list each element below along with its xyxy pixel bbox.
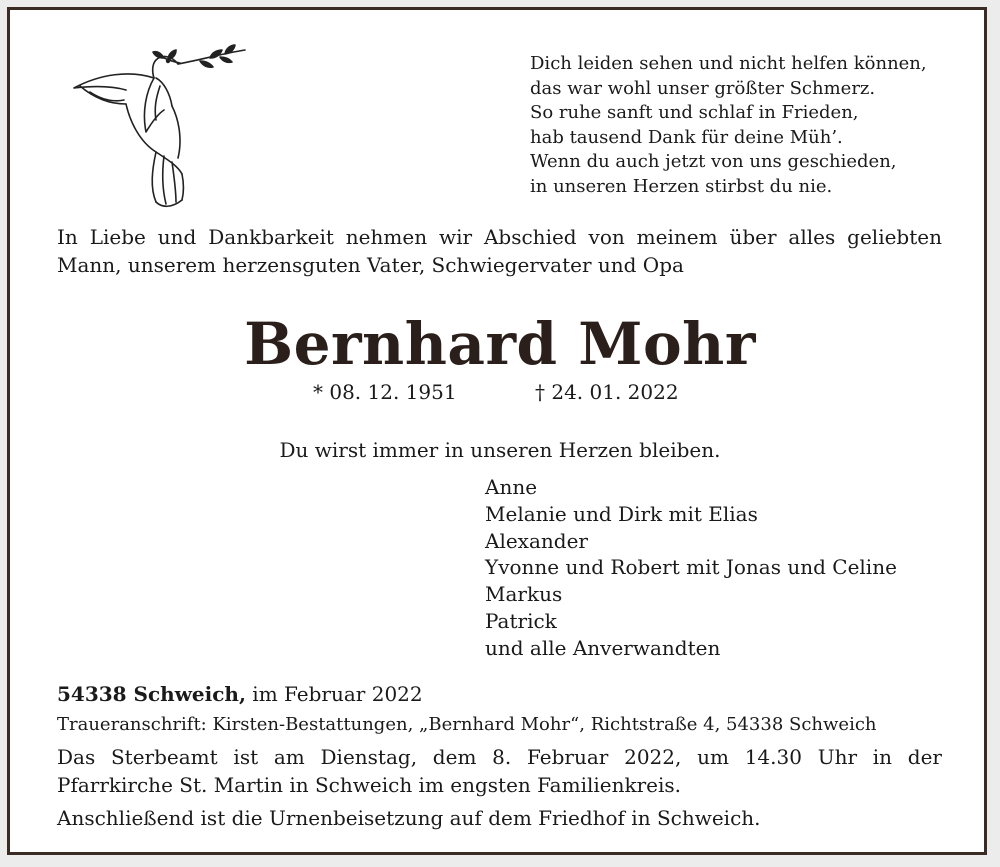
mourner: Melanie und Dirk mit Elias [485, 501, 758, 526]
deceased-name: Bernhard Mohr [244, 310, 756, 378]
poem-line: Dich leiden sehen und nicht helfen können, [530, 53, 927, 74]
death-date: † 24. 01. 2022 [535, 380, 679, 404]
burial-info: Anschließend ist die Urnenbeisetzung auf dem Friedhof in Schweich. [57, 806, 761, 830]
poem-line: hab tausend Dank für deine Müh’. [530, 126, 843, 148]
poem-line: in unseren Herzen stirbst du nie. [530, 175, 833, 197]
mourner: Markus [485, 582, 563, 607]
place-town: 54338 Schweich, [57, 682, 246, 706]
place-date [57, 682, 423, 706]
obituary-card [7, 7, 987, 855]
poem-line: das war wohl unser größter Schmerz. [530, 77, 876, 99]
intro-text: In Liebe und Dankbarkeit nehmen wir Abschied von meinem über alles geliebten Mann, unserem herzensguten Vater, Schwiegervater und Opa [57, 225, 942, 277]
mourner: Patrick [485, 608, 557, 633]
mourner: Yvonne und Robert mit Jonas und Celine [485, 555, 897, 580]
poem-line: So ruhe sanft und schlaf in Frieden, [530, 102, 859, 124]
mourner: Alexander [485, 528, 588, 553]
motto: Du wirst immer in unseren Herzen bleiben. [279, 438, 721, 462]
poem [530, 52, 927, 200]
mourner: Anne [485, 475, 538, 499]
service-info: Das Sterbeamt ist am Dienstag, dem 8. Februar 2022, um 14.30 Uhr in der Pfarrkirche St. Martin in Schweich im engsten Familienkreis. [57, 745, 942, 797]
mourner: und alle Anverwandten [485, 635, 721, 660]
poem-line: Wenn du auch jetzt von uns geschieden, [530, 151, 897, 173]
mourners-list [485, 474, 897, 662]
dove-with-olive-branch-icon [60, 42, 255, 212]
place-month: im Februar 2022 [245, 682, 423, 706]
birth-date: * 08. 12. 1951 [313, 380, 457, 404]
mourning-address: Traueranschrift: Kirsten-Bestattungen, „Bernhard Mohr“, Richtstraße 4, 54338 Schweich [57, 714, 877, 735]
